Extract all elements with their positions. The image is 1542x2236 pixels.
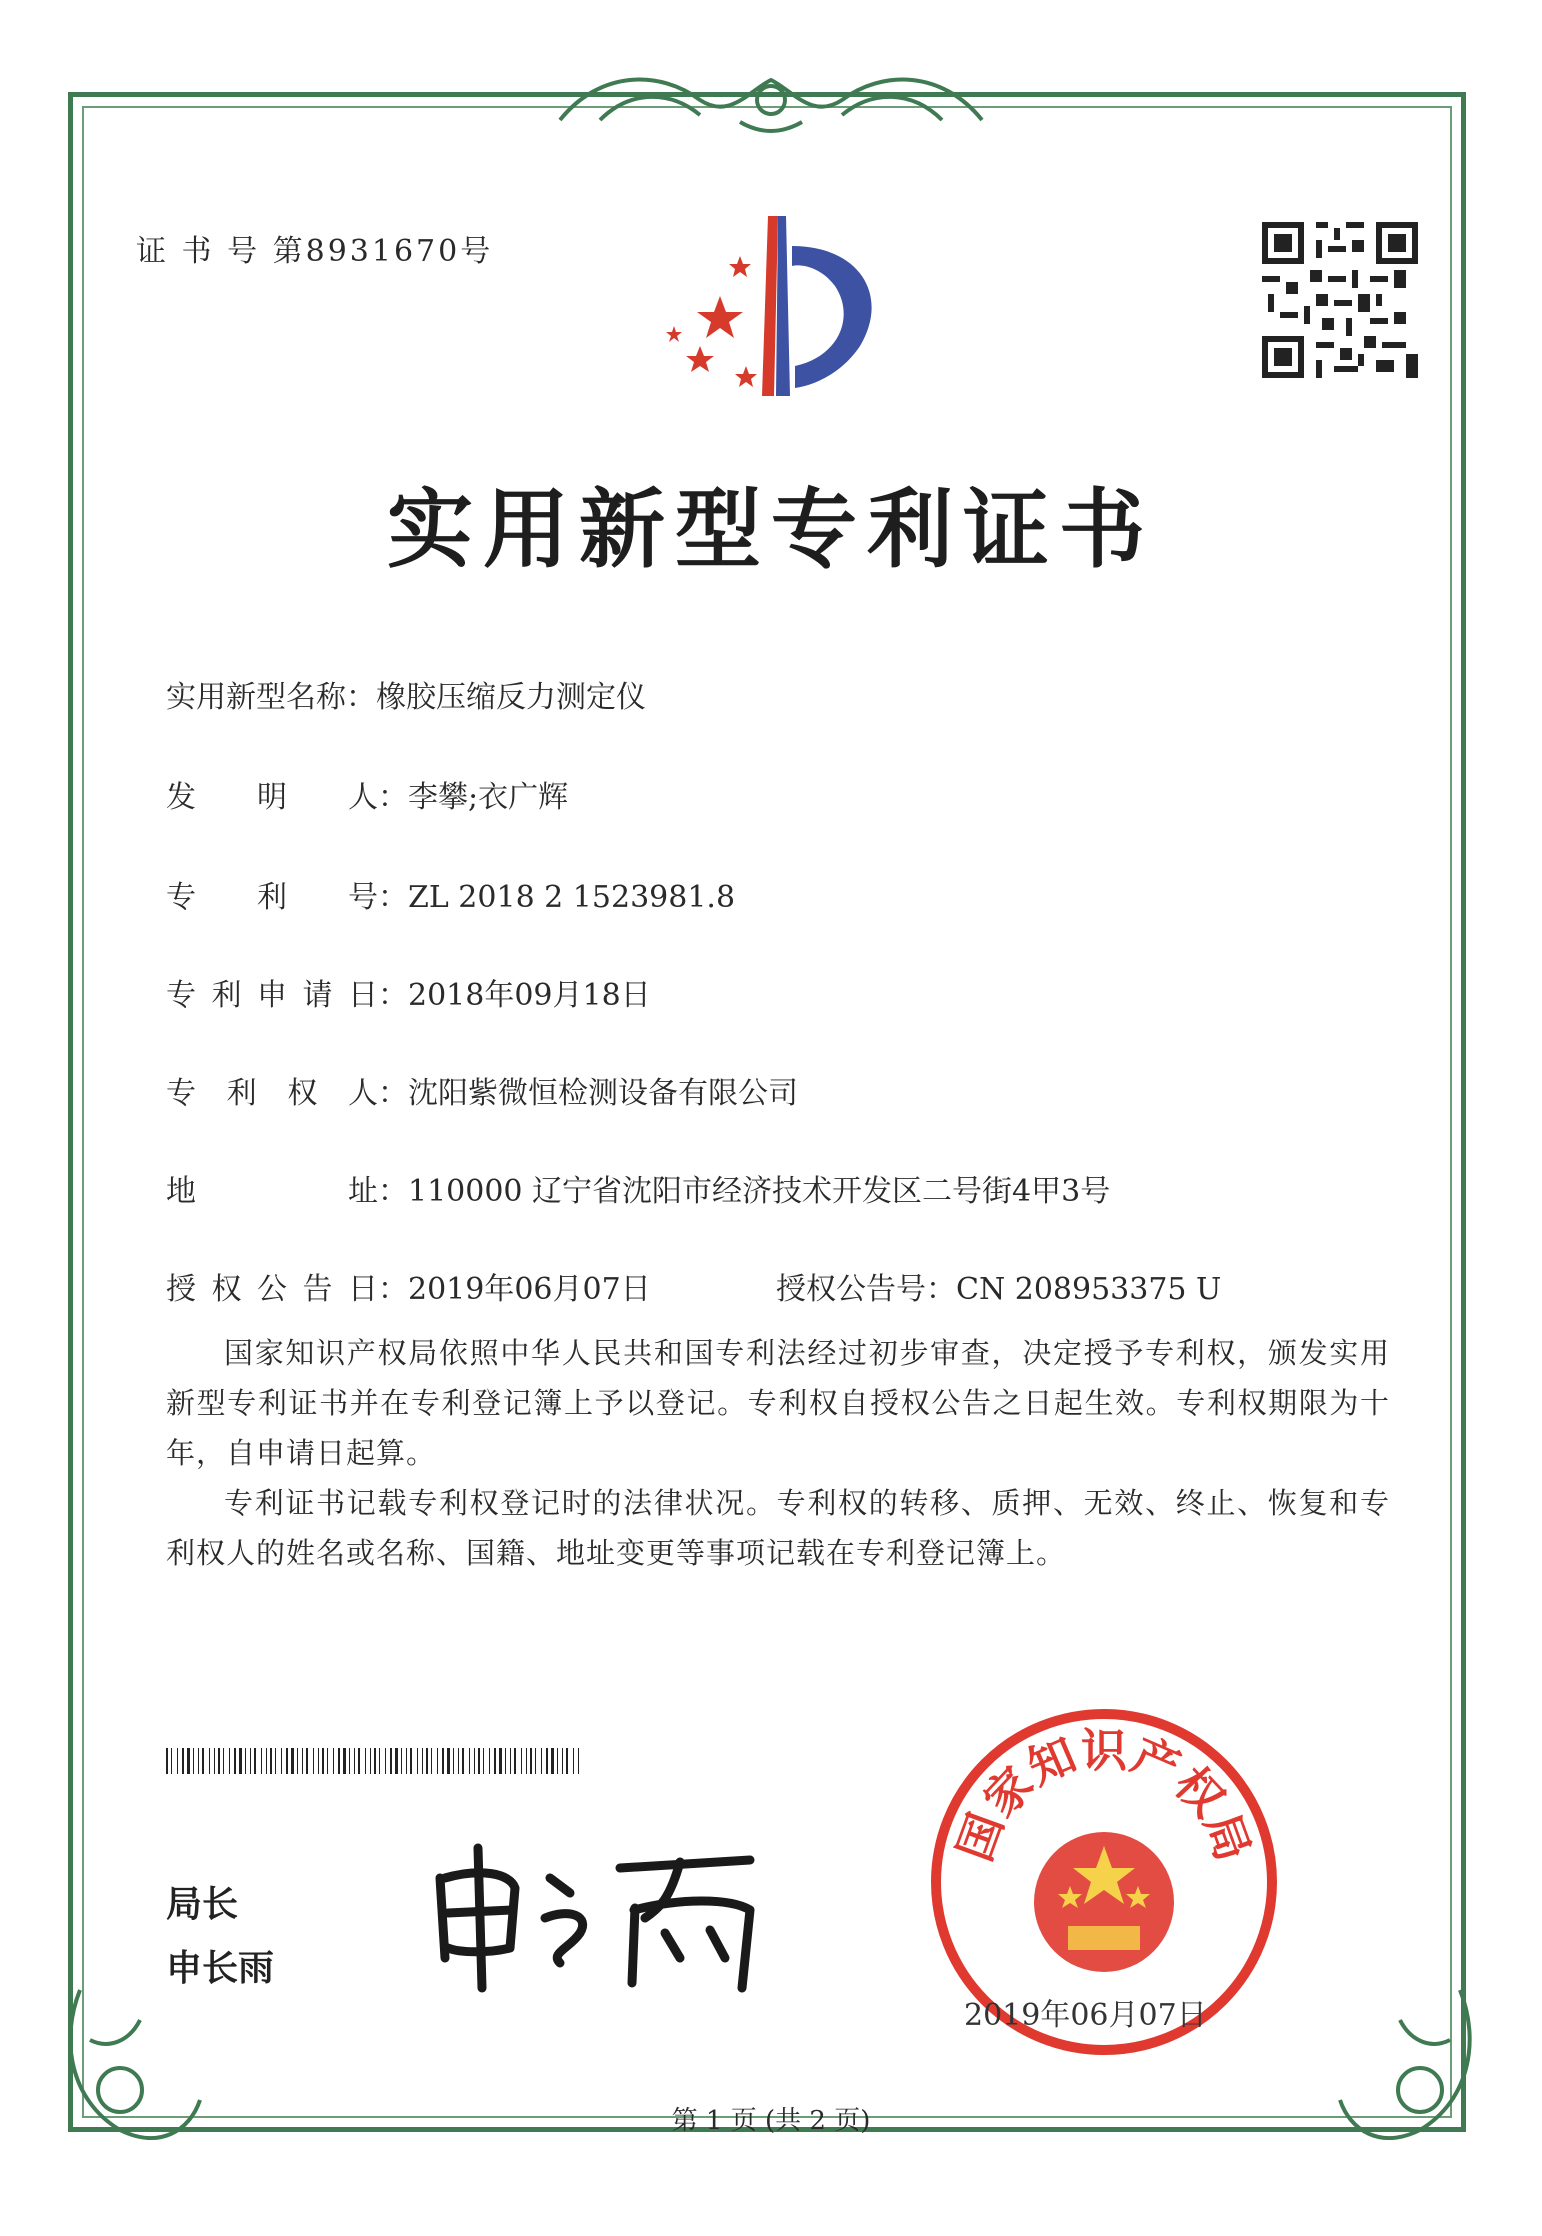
- patent-office-emblem-icon: [650, 206, 910, 406]
- field-grant-no: 授权公告号：CN 208953375 U: [776, 1264, 1221, 1308]
- field-name-value: 橡胶压缩反力测定仪: [376, 680, 646, 715]
- field-patentee: 专利权人：沈阳紫微恒检测设备有限公司: [166, 1068, 798, 1112]
- top-ornament: [540, 60, 1002, 140]
- field-patent-no: 专利号：ZL 2018 2 1523981.8: [166, 872, 735, 916]
- page-number: 第 1 页 (共 2 页): [671, 2106, 871, 2136]
- field-name: 实用新型名称：橡胶压缩反力测定仪: [166, 672, 646, 716]
- field-filing-date-value: 2018年09月18日: [408, 978, 651, 1013]
- field-inventors-value: 李攀;衣广辉: [408, 780, 569, 815]
- field-patentee-value: 沈阳紫微恒检测设备有限公司: [408, 1076, 798, 1111]
- seal-character: 知: [1020, 1727, 1084, 1796]
- director-signature-icon: [420, 1838, 790, 1998]
- field-patentee-label: 专利权人: [166, 1076, 378, 1111]
- field-patent-no-value: ZL 2018 2 1523981.8: [408, 880, 736, 915]
- field-grant-no-label: 授权公告号: [776, 1272, 926, 1307]
- field-inventors-label: 发明人: [166, 780, 378, 815]
- body-paragraph-2: 专利证书记载专利权登记时的法律状况。专利权的转移、质押、无效、终止、恢复和专利权人的姓名或名称、国籍、地址变更等事项记载在专利登记簿上。: [166, 1486, 1390, 1570]
- field-patent-no-label: 专利号: [166, 880, 378, 915]
- seal-character: 权: [1164, 1756, 1236, 1828]
- field-inventors: 发明人：李攀;衣广辉: [166, 772, 568, 816]
- qr-code-icon: [1262, 220, 1418, 380]
- seal-character: 产: [1124, 1727, 1188, 1796]
- field-grant-date-label: 授权公告日: [166, 1272, 378, 1307]
- director-name: 申长雨: [166, 1948, 275, 1989]
- field-grant-date: 授权公告日：2019年06月07日: [166, 1264, 651, 1308]
- field-name-label: 实用新型名称: [166, 680, 346, 715]
- seal-character: 家: [972, 1756, 1044, 1828]
- field-grant-date-value: 2019年06月07日: [408, 1272, 651, 1307]
- certificate-number: 证 书 号 第8931670号: [136, 234, 494, 269]
- seal-character: 识: [1081, 1723, 1127, 1778]
- seal-character: 局: [1194, 1806, 1261, 1868]
- field-address-value: 110000 辽宁省沈阳市经济技术开发区二号街4甲3号: [408, 1174, 1111, 1209]
- body-paragraph-1: 国家知识产权局依照中华人民共和国专利法经过初步审查，决定授予专利权，颁发实用新型专利证书并在专利登记簿上予以登记。专利权自授权公告之日起生效。专利权期限为十年，自申请日起算。: [166, 1336, 1390, 1470]
- field-filing-date: 专利申请日：2018年09月18日: [166, 970, 651, 1014]
- certificate-title: 实用新型专利证书: [387, 479, 1155, 580]
- field-grant-no-value: CN 208953375 U: [956, 1272, 1222, 1307]
- field-address: 地址：110000 辽宁省沈阳市经济技术开发区二号街4甲3号: [166, 1166, 1110, 1210]
- seal-character: 国: [947, 1806, 1014, 1868]
- director-title: 局长: [166, 1884, 239, 1925]
- field-address-label: 地址: [166, 1174, 378, 1209]
- seal-date: 2019年06月07日: [964, 1998, 1207, 2033]
- field-filing-date-label: 专利申请日: [166, 978, 378, 1013]
- certificate-body: [166, 1328, 1390, 1578]
- barcode-icon: [166, 1748, 580, 1774]
